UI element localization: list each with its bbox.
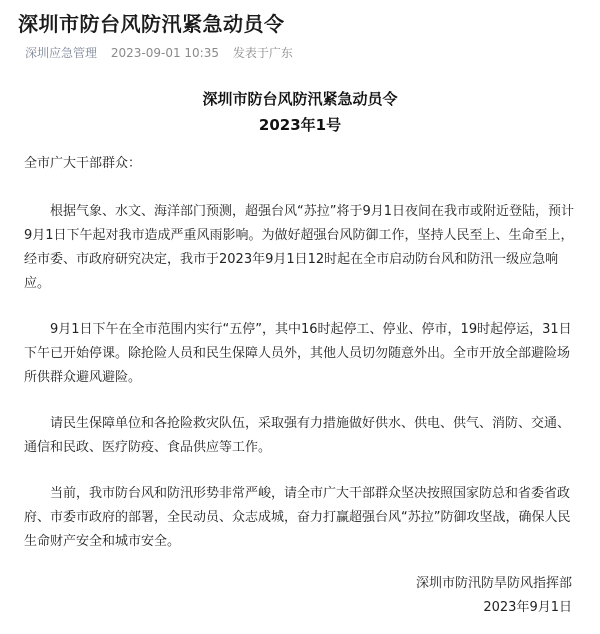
publish-location: 发表于广东 — [232, 46, 293, 60]
signature-organization: 深圳市防汛防旱防风指挥部 — [415, 576, 572, 591]
paragraph: 9月1日下午在全市范围内实行“五停”，其中16时起停工、停业、停市，19时起停运，31日下午已开始停课。除抢险人员和民生保障人员外，其他人员切勿随意外出。全市开放全部避险场所供群众避风避险。 — [24, 322, 572, 385]
signature-date: 2023年9月1日 — [483, 600, 572, 615]
document-heading: 深圳市防台风防汛紧急动员令 — [202, 90, 398, 108]
publish-datetime: 2023-09-01 10:35 — [110, 46, 219, 60]
source-link[interactable]: 深圳应急管理 — [25, 46, 98, 60]
article-meta — [25, 44, 303, 61]
paragraph: 当前，我市防台风和防汛形势非常严峻，请全市广大干部群众坚决按照国家防总和省委省政府、市委市政府的部署，全民动员、众志成城，奋力打赢超强台风“苏拉”防御攻坚战，确保人民生命财产安全和城市安全。 — [24, 486, 571, 549]
document-number: 2023年1号 — [258, 116, 342, 134]
paragraph: 根据气象、水文、海洋部门预测，超强台风“苏拉”将于9月1日夜间在我市或附近登陆，预计9月1日下午起对我市造成严重风雨影响。为做好超强台风防御工作，坚持人民至上、生命至上，经市委、市政府研究决定，我市于2023年9月1日12时起在全市启动防台风和防汛一级应急响应。 — [24, 204, 575, 291]
paragraph: 请民生保障单位和各抢险救灾队伍，采取强有力措施做好供水、供电、供气、消防、交通、通信和民政、医疗防疫、食品供应等工作。 — [24, 416, 571, 455]
article-title: 深圳市防台风防汛紧急动员令 — [18, 12, 285, 36]
salutation: 全市广大干部群众： — [24, 156, 142, 171]
